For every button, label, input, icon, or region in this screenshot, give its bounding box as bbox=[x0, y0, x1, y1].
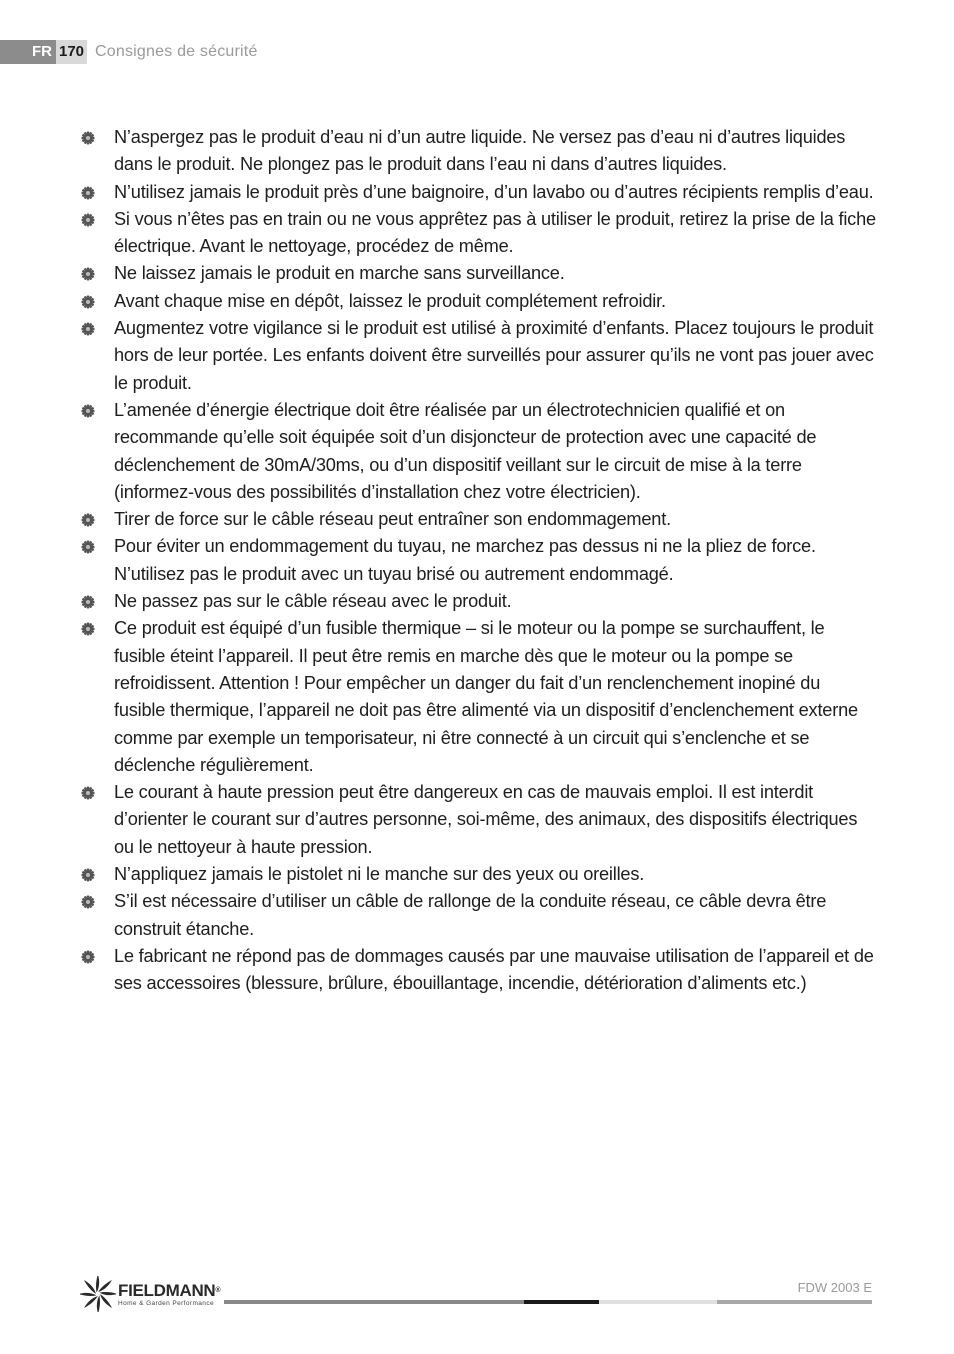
list-item-text: Ne laissez jamais le produit en marche sans surveillance. bbox=[114, 263, 565, 284]
list-item-text: Si vous n’êtes pas en train ou ne vous apprêtez pas à utiliser le produit, retirez la prise de la fiche électrique. Avant le nettoyage, procédez de même. bbox=[114, 208, 876, 257]
list-item bbox=[80, 888, 876, 943]
list-item-text: Tirer de force sur le câble réseau peut entraîner son endommagement. bbox=[114, 509, 671, 530]
gear-bullet-icon bbox=[80, 321, 96, 337]
list-item-text: Augmentez votre vigilance si le produit est utilisé à proximité d’enfants. Placez toujours le produit hors de leur portée. Les enfants doivent être surveillés pour assurer qu’ils ne vont pas jouer avec le produit. bbox=[114, 318, 874, 393]
list-item-text: N’aspergez pas le produit d’eau ni d’un autre liquide. Ne versez pas d’eau ni d’autres liquides dans le produit. Ne plongez pas le produit dans l’eau ni dans d’autres liquides. bbox=[114, 127, 846, 175]
list-item bbox=[80, 397, 876, 506]
footer-rule-light bbox=[599, 1300, 717, 1304]
list-item-text: L’amenée d’énergie électrique doit être réalisée par un électrotechnicien qualifié et on recommande qu’elle soit équipée soit d’un disjoncteur de protection avec une capacité de déclenchement de 30mA/30ms, ou d’un dispositif veillant sur le circuit de mise à la terre (informez-vous des possibilités d’installation chez votre électricien). bbox=[114, 399, 817, 502]
list-item-text: N’utilisez jamais le produit près d’une baignoire, d’un lavabo ou d’autres récipients remplis d’eau. bbox=[114, 181, 874, 202]
footer-rule-mid bbox=[717, 1300, 872, 1304]
bullet-list bbox=[80, 124, 876, 998]
brand-name bbox=[118, 1282, 220, 1300]
list-item bbox=[80, 260, 876, 287]
footer-rule-dark bbox=[524, 1300, 599, 1304]
list-item-text: Ce produit est équipé d’un fusible thermique – si le moteur ou la pompe se surchauffent, le fusible éteint l’appareil. Il peut être remis en marche dès que le moteur ou la pompe se refroidissent. Attention ! Pour empêcher un danger du fait d’un renclenchement inopiné du fusible thermique, l’appareil ne doit pas être alimenté via un dispositif d’enclenchement externe comme par exemple un temporisateur, ni être connecté à un circuit qui s’enclenche et se déclenche régulièrement. bbox=[114, 618, 858, 775]
safety-instructions bbox=[80, 124, 876, 998]
gear-bullet-icon bbox=[80, 130, 96, 146]
list-item-text: N’appliquez jamais le pistolet ni le manche sur des yeux ou oreilles. bbox=[114, 864, 645, 885]
gear-bullet-icon bbox=[80, 266, 96, 282]
page-header bbox=[0, 40, 258, 64]
list-item bbox=[80, 179, 876, 206]
gear-bullet-icon bbox=[80, 212, 96, 228]
gear-bullet-icon bbox=[80, 403, 96, 419]
brand-tagline: Home & Garden Performance bbox=[118, 1300, 214, 1307]
gear-bullet-icon bbox=[80, 594, 96, 610]
list-item-text: Pour éviter un endommagement du tuyau, ne marchez pas dessus ni ne la pliez de force. N’utilisez pas le produit avec un tuyau brisé ou autrement endommagé. bbox=[114, 536, 816, 584]
gear-bullet-icon bbox=[80, 539, 96, 555]
list-item-text: S’il est nécessaire d’utiliser un câble de rallonge de la conduite réseau, ce câble devra être construit étanche. bbox=[114, 891, 827, 939]
gear-bullet-icon bbox=[80, 621, 96, 637]
list-item bbox=[80, 588, 876, 615]
section-title: Consignes de sécurité bbox=[95, 43, 258, 60]
footer-rule-gray bbox=[224, 1300, 524, 1304]
list-item bbox=[80, 124, 876, 179]
list-item bbox=[80, 315, 876, 397]
list-item bbox=[80, 533, 876, 588]
logo-text bbox=[118, 1282, 220, 1308]
gear-bullet-icon bbox=[80, 512, 96, 528]
list-item bbox=[80, 288, 876, 315]
page-number: 170 bbox=[56, 40, 87, 64]
list-item bbox=[80, 206, 876, 261]
list-item bbox=[80, 506, 876, 533]
list-item-text: Le fabricant ne répond pas de dommages causés par une mauvaise utilisation de l’appareil et de ses accessoires (blessure, brûlure, ébouillantage, incendie, détérioration d’aliments etc.) bbox=[114, 945, 874, 994]
brand-logo bbox=[80, 1276, 220, 1312]
language-tab: FR bbox=[0, 40, 56, 64]
list-item-text: Avant chaque mise en dépôt, laissez le produit complétement refroidir. bbox=[114, 290, 666, 311]
page-footer bbox=[0, 1270, 954, 1320]
gear-bullet-icon bbox=[80, 894, 96, 910]
model-number: FDW 2003 E bbox=[797, 1280, 872, 1295]
brand-name-text: FIELDMANN bbox=[118, 1281, 216, 1300]
gear-bullet-icon bbox=[80, 867, 96, 883]
list-item-text: Ne passez pas sur le câble réseau avec le produit. bbox=[114, 591, 512, 612]
gear-bullet-icon bbox=[80, 785, 96, 801]
trademark-symbol: ® bbox=[215, 1287, 221, 1294]
list-item bbox=[80, 779, 876, 861]
gear-bullet-icon bbox=[80, 185, 96, 201]
gear-bullet-icon bbox=[80, 294, 96, 310]
list-item bbox=[80, 615, 876, 779]
list-item bbox=[80, 861, 876, 888]
fieldmann-swirl-logo-icon bbox=[80, 1276, 116, 1312]
list-item bbox=[80, 943, 876, 998]
list-item-text: Le courant à haute pression peut être dangereux en cas de mauvais emploi. Il est interdit d’orienter le courant sur d’autres personne, soi-même, des animaux, des dispositifs électriques ou le nettoyeur à haute pression. bbox=[114, 782, 858, 857]
gear-bullet-icon bbox=[80, 949, 96, 965]
